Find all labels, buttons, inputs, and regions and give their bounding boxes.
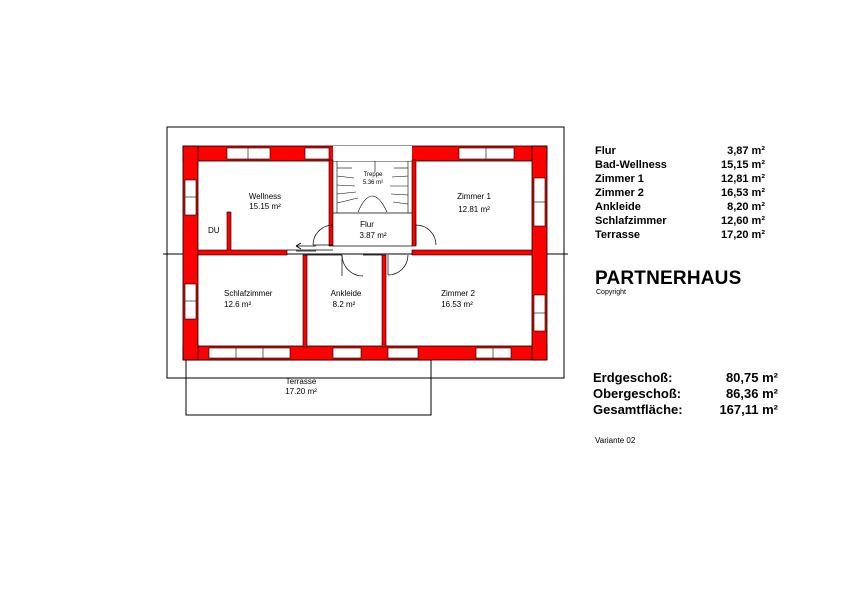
room-area-schlafzimmer: 12.6 m² (224, 300, 252, 309)
room-area-zimmer-1: 12.81 m² (458, 205, 490, 214)
room-area-terrasse: 17.20 m² (285, 387, 317, 396)
room-name-flur: Flur (360, 220, 374, 229)
subtitle: Copyright (596, 289, 626, 296)
room-labels (208, 172, 491, 396)
area-value: 15,15 m² (720, 159, 765, 171)
room-name-wellness: Wellness (248, 192, 282, 201)
interior-lines (287, 213, 412, 255)
total-value: 80,75 m² (725, 370, 778, 385)
area-name: Zimmer 2 (595, 187, 644, 199)
room-area-flur: 3.87 m² (359, 231, 387, 240)
total-row (593, 386, 778, 403)
total-name: Obergeschoß: (593, 386, 682, 401)
area-value: 3,87 m² (727, 145, 765, 157)
room-name-du: DU (208, 226, 220, 235)
total-name: Erdgeschoß: (593, 370, 673, 385)
area-row (595, 173, 765, 187)
room-area-ankleide: 8.2 m² (332, 300, 356, 309)
room-area-treppe: 5.36 m² (362, 180, 384, 186)
area-name: Schlafzimmer (595, 215, 667, 227)
room-name-treppe: Treppe (363, 172, 383, 178)
room-name-terrasse: Terrasse (285, 377, 317, 386)
room-name-zimmer-1: Zimmer 1 (457, 192, 491, 201)
area-value: 12,81 m² (720, 173, 765, 185)
area-value: 8,20 m² (727, 201, 765, 213)
total-value: 86,36 m² (725, 386, 778, 401)
area-row (595, 229, 765, 243)
area-name: Bad-Wellness (595, 159, 667, 171)
area-row (595, 145, 765, 159)
area-value: 12,60 m² (720, 215, 765, 227)
area-value: 16,53 m² (720, 187, 765, 199)
area-name: Ankleide (595, 201, 641, 213)
room-name-schlafzimmer: Schlafzimmer (224, 289, 273, 298)
room-name-zimmer-2: Zimmer 2 (441, 289, 475, 298)
room-name-ankleide: Ankleide (330, 289, 362, 298)
title: PARTNERHAUS (595, 268, 742, 289)
area-row (595, 215, 765, 229)
total-row (593, 402, 778, 419)
area-value: 17,20 m² (720, 229, 765, 241)
area-name: Terrasse (595, 229, 641, 241)
area-row (595, 187, 765, 201)
total-row (593, 370, 778, 387)
variant-label: Variante 02 (595, 436, 636, 445)
total-name: Gesamtfläche: (593, 402, 683, 417)
area-name: Flur (595, 145, 616, 157)
room-area-zimmer-2: 16.53 m² (441, 300, 473, 309)
area-row (595, 159, 765, 173)
area-row (595, 201, 765, 215)
staircase (337, 161, 408, 213)
room-area-wellness: 15.15 m² (249, 202, 281, 211)
area-name: Zimmer 1 (595, 173, 644, 185)
total-value: 167,11 m² (719, 402, 778, 417)
